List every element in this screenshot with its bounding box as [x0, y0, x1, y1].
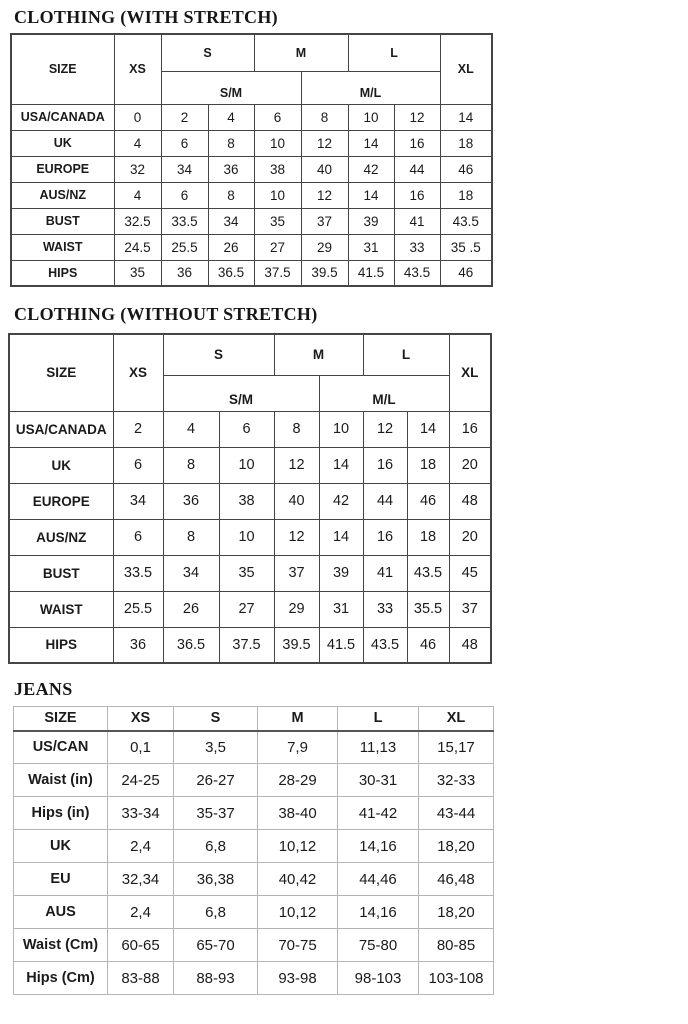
table-row	[9, 447, 491, 483]
value-cell: 6	[161, 182, 208, 208]
value-cell: 12	[274, 519, 319, 555]
value-cell: 35	[219, 555, 274, 591]
value-cell: 2,4	[108, 896, 174, 929]
table-row	[9, 519, 491, 555]
jeans-title: JEANS	[14, 679, 73, 699]
value-cell: 39	[319, 555, 363, 591]
value-cell: 12	[274, 447, 319, 483]
value-cell: 44,46	[338, 863, 419, 896]
value-cell: 46	[407, 627, 449, 663]
value-cell: 6	[219, 411, 274, 447]
table-row	[11, 234, 492, 260]
value-cell: 80-85	[419, 929, 494, 962]
row-label-hips: HIPS	[11, 260, 114, 286]
row-label-eu: EU	[14, 863, 108, 896]
value-cell: 34	[113, 483, 163, 519]
xl-column-header: XL	[440, 34, 492, 104]
value-cell: 37	[274, 555, 319, 591]
size-column-header: SIZE	[11, 34, 114, 104]
value-cell: 7,9	[258, 731, 338, 764]
value-cell: 8	[274, 411, 319, 447]
value-cell: 36	[208, 156, 254, 182]
value-cell: 8	[301, 104, 348, 130]
row-label-uk: UK	[14, 830, 108, 863]
header-row-sizes	[14, 707, 494, 731]
value-cell: 36.5	[163, 627, 219, 663]
value-cell: 32,34	[108, 863, 174, 896]
value-cell: 10	[348, 104, 394, 130]
value-cell: 60-65	[108, 929, 174, 962]
value-cell: 70-75	[258, 929, 338, 962]
value-cell: 46	[407, 483, 449, 519]
clothing-with-stretch-title: CLOTHING (WITH STRETCH)	[14, 7, 278, 27]
row-label-bust: BUST	[11, 208, 114, 234]
value-cell: 40	[301, 156, 348, 182]
header-row-sizes	[11, 34, 492, 71]
table-row	[14, 863, 494, 896]
value-cell: 12	[394, 104, 440, 130]
xs-column-header: XS	[113, 334, 163, 411]
value-cell: 41.5	[348, 260, 394, 286]
value-cell: 35-37	[174, 797, 258, 830]
value-cell: 38	[219, 483, 274, 519]
row-label-waist: WAIST	[11, 234, 114, 260]
value-cell: 2	[113, 411, 163, 447]
value-cell: 10	[254, 130, 301, 156]
table-row	[14, 896, 494, 929]
value-cell: 12	[363, 411, 407, 447]
value-cell: 38-40	[258, 797, 338, 830]
value-cell: 16	[363, 519, 407, 555]
value-cell: 0,1	[108, 731, 174, 764]
table-row	[14, 764, 494, 797]
value-cell: 33	[363, 591, 407, 627]
row-label-hips-cm: Hips (Cm)	[14, 962, 108, 995]
row-label-uk: UK	[9, 447, 113, 483]
value-cell: 16	[449, 411, 491, 447]
row-label-hips: HIPS	[9, 627, 113, 663]
value-cell: 38	[254, 156, 301, 182]
value-cell: 6	[113, 447, 163, 483]
row-label-aus: AUS	[14, 896, 108, 929]
value-cell: 39	[348, 208, 394, 234]
value-cell: 43-44	[419, 797, 494, 830]
l-column-header: L	[363, 334, 449, 375]
value-cell: 20	[449, 519, 491, 555]
value-cell: 33	[394, 234, 440, 260]
value-cell: 37	[449, 591, 491, 627]
value-cell: 36	[163, 483, 219, 519]
value-cell: 46	[440, 260, 492, 286]
value-cell: 25.5	[161, 234, 208, 260]
value-cell: 48	[449, 627, 491, 663]
table-row	[14, 830, 494, 863]
value-cell: 10,12	[258, 896, 338, 929]
row-label-aus-nz: AUS/NZ	[11, 182, 114, 208]
value-cell: 10	[254, 182, 301, 208]
value-cell: 33-34	[108, 797, 174, 830]
header-row-sizes	[9, 334, 491, 375]
m-column-header: M	[258, 707, 338, 731]
table-row	[9, 591, 491, 627]
sm-span-header: S/M	[163, 375, 319, 411]
value-cell: 6,8	[174, 830, 258, 863]
table-row	[9, 483, 491, 519]
value-cell: 16	[363, 447, 407, 483]
value-cell: 18,20	[419, 896, 494, 929]
value-cell: 11,13	[338, 731, 419, 764]
value-cell: 36	[113, 627, 163, 663]
table-row	[9, 411, 491, 447]
value-cell: 6	[113, 519, 163, 555]
value-cell: 33.5	[161, 208, 208, 234]
row-label-waist-in: Waist (in)	[14, 764, 108, 797]
s-column-header: S	[163, 334, 274, 375]
m-column-header: M	[274, 334, 363, 375]
table-row	[14, 929, 494, 962]
ml-span-header: M/L	[301, 71, 440, 104]
l-column-header: L	[348, 34, 440, 71]
value-cell: 14	[407, 411, 449, 447]
table-row	[11, 182, 492, 208]
value-cell: 43.5	[394, 260, 440, 286]
table-row	[11, 156, 492, 182]
row-label-aus-nz: AUS/NZ	[9, 519, 113, 555]
sm-span-header: S/M	[161, 71, 301, 104]
size-column-header: SIZE	[14, 707, 108, 731]
value-cell: 27	[254, 234, 301, 260]
value-cell: 43.5	[440, 208, 492, 234]
value-cell: 4	[208, 104, 254, 130]
value-cell: 32.5	[114, 208, 161, 234]
value-cell: 41-42	[338, 797, 419, 830]
value-cell: 18	[440, 130, 492, 156]
row-label-bust: BUST	[9, 555, 113, 591]
value-cell: 41	[363, 555, 407, 591]
value-cell: 35	[114, 260, 161, 286]
jeans-table	[13, 706, 494, 995]
value-cell: 4	[163, 411, 219, 447]
value-cell: 8	[208, 130, 254, 156]
row-label-us-can: US/CAN	[14, 731, 108, 764]
value-cell: 30-31	[338, 764, 419, 797]
value-cell: 37.5	[254, 260, 301, 286]
value-cell: 29	[301, 234, 348, 260]
value-cell: 36.5	[208, 260, 254, 286]
value-cell: 37.5	[219, 627, 274, 663]
value-cell: 3,5	[174, 731, 258, 764]
value-cell: 37	[301, 208, 348, 234]
value-cell: 33.5	[113, 555, 163, 591]
xs-column-header: XS	[108, 707, 174, 731]
value-cell: 36	[161, 260, 208, 286]
value-cell: 39.5	[301, 260, 348, 286]
size-column-header: SIZE	[9, 334, 113, 411]
value-cell: 26-27	[174, 764, 258, 797]
value-cell: 24-25	[108, 764, 174, 797]
value-cell: 14,16	[338, 830, 419, 863]
value-cell: 39.5	[274, 627, 319, 663]
value-cell: 2,4	[108, 830, 174, 863]
value-cell: 40	[274, 483, 319, 519]
value-cell: 35	[254, 208, 301, 234]
value-cell: 18,20	[419, 830, 494, 863]
value-cell: 35 .5	[440, 234, 492, 260]
value-cell: 43.5	[407, 555, 449, 591]
xl-column-header: XL	[419, 707, 494, 731]
value-cell: 42	[348, 156, 394, 182]
value-cell: 28-29	[258, 764, 338, 797]
value-cell: 10	[219, 447, 274, 483]
value-cell: 18	[407, 447, 449, 483]
value-cell: 6,8	[174, 896, 258, 929]
value-cell: 10	[319, 411, 363, 447]
value-cell: 16	[394, 130, 440, 156]
xl-column-header: XL	[449, 334, 491, 411]
value-cell: 88-93	[174, 962, 258, 995]
value-cell: 41.5	[319, 627, 363, 663]
value-cell: 34	[161, 156, 208, 182]
value-cell: 8	[208, 182, 254, 208]
value-cell: 46,48	[419, 863, 494, 896]
value-cell: 27	[219, 591, 274, 627]
value-cell: 29	[274, 591, 319, 627]
row-label-waist: WAIST	[9, 591, 113, 627]
row-label-usa-canada: USA/CANADA	[11, 104, 114, 130]
value-cell: 14	[440, 104, 492, 130]
value-cell: 8	[163, 447, 219, 483]
value-cell: 12	[301, 182, 348, 208]
table-row	[11, 104, 492, 130]
value-cell: 6	[254, 104, 301, 130]
value-cell: 34	[163, 555, 219, 591]
value-cell: 34	[208, 208, 254, 234]
value-cell: 8	[163, 519, 219, 555]
value-cell: 44	[394, 156, 440, 182]
value-cell: 35.5	[407, 591, 449, 627]
value-cell: 4	[114, 130, 161, 156]
value-cell: 31	[319, 591, 363, 627]
value-cell: 16	[394, 182, 440, 208]
value-cell: 32-33	[419, 764, 494, 797]
value-cell: 25.5	[113, 591, 163, 627]
value-cell: 42	[319, 483, 363, 519]
value-cell: 26	[208, 234, 254, 260]
value-cell: 12	[301, 130, 348, 156]
value-cell: 43.5	[363, 627, 407, 663]
value-cell: 75-80	[338, 929, 419, 962]
value-cell: 45	[449, 555, 491, 591]
value-cell: 103-108	[419, 962, 494, 995]
value-cell: 48	[449, 483, 491, 519]
value-cell: 26	[163, 591, 219, 627]
value-cell: 14	[319, 447, 363, 483]
table-row	[14, 962, 494, 995]
table-row	[11, 260, 492, 286]
clothing-without-stretch-table	[8, 333, 492, 664]
row-label-waist-cm: Waist (Cm)	[14, 929, 108, 962]
clothing-without-stretch-title: CLOTHING (WITHOUT STRETCH)	[14, 304, 318, 324]
value-cell: 4	[114, 182, 161, 208]
value-cell: 65-70	[174, 929, 258, 962]
value-cell: 14,16	[338, 896, 419, 929]
value-cell: 14	[348, 130, 394, 156]
table-row	[11, 130, 492, 156]
value-cell: 40,42	[258, 863, 338, 896]
value-cell: 0	[114, 104, 161, 130]
value-cell: 15,17	[419, 731, 494, 764]
row-label-europe: EUROPE	[9, 483, 113, 519]
value-cell: 31	[348, 234, 394, 260]
value-cell: 93-98	[258, 962, 338, 995]
value-cell: 98-103	[338, 962, 419, 995]
m-column-header: M	[254, 34, 348, 71]
row-label-usa-canada: USA/CANADA	[9, 411, 113, 447]
ml-span-header: M/L	[319, 375, 449, 411]
l-column-header: L	[338, 707, 419, 731]
table-row	[9, 555, 491, 591]
value-cell: 18	[407, 519, 449, 555]
value-cell: 46	[440, 156, 492, 182]
value-cell: 18	[440, 182, 492, 208]
value-cell: 20	[449, 447, 491, 483]
value-cell: 44	[363, 483, 407, 519]
table-row	[14, 731, 494, 764]
value-cell: 32	[114, 156, 161, 182]
value-cell: 10,12	[258, 830, 338, 863]
table-row	[14, 797, 494, 830]
value-cell: 6	[161, 130, 208, 156]
row-label-europe: EUROPE	[11, 156, 114, 182]
value-cell: 14	[319, 519, 363, 555]
s-column-header: S	[174, 707, 258, 731]
row-label-hips-in: Hips (in)	[14, 797, 108, 830]
row-label-uk: UK	[11, 130, 114, 156]
clothing-with-stretch-table	[10, 33, 493, 287]
value-cell: 14	[348, 182, 394, 208]
value-cell: 41	[394, 208, 440, 234]
value-cell: 10	[219, 519, 274, 555]
value-cell: 24.5	[114, 234, 161, 260]
value-cell: 83-88	[108, 962, 174, 995]
value-cell: 2	[161, 104, 208, 130]
value-cell: 36,38	[174, 863, 258, 896]
table-row	[11, 208, 492, 234]
s-column-header: S	[161, 34, 254, 71]
xs-column-header: XS	[114, 34, 161, 104]
table-row	[9, 627, 491, 663]
